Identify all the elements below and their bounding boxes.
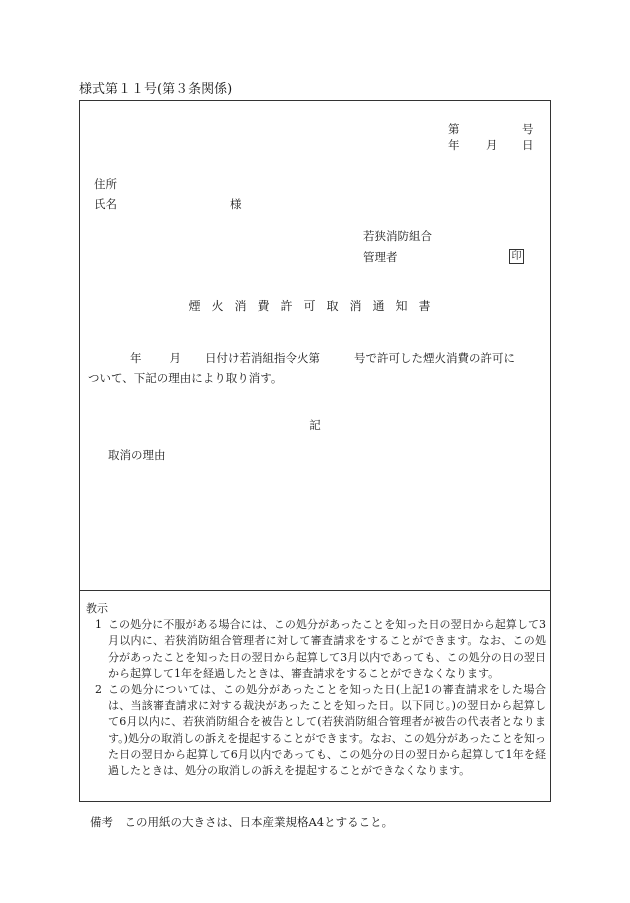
- honorific: 様: [230, 197, 242, 211]
- remarks: 備考 この用紙の大きさは、日本産業規格A4とすること。: [90, 815, 394, 829]
- notice-item-1: [86, 617, 546, 682]
- notice-item-text: この処分については、この処分があったことを知った日(上記1の審査請求をした場合は、当該審査請求に対する裁決があったことを知った日。以下同じ。)の翌日から起算して6月以内に、若狭消防組合を被告として(若狭消防組合管理者が被告の代表者となります。)処分の取消しの訴えを提起することができます。なお、この処分があったことを知った日の翌日から起算して6月以内であっても、この処分の日の翌日から起算して1年を経過したときは、処分の取消しの訴えを提起することができなくなります。: [108, 683, 546, 778]
- notice-divider: [80, 590, 550, 591]
- reason-label: 取消の理由: [108, 448, 166, 462]
- document-title: 煙火消費許可取消通知書: [188, 299, 442, 313]
- notice-item-text: この処分に不服がある場合には、この処分があったことを知った日の翌日から起算して3月以内に、若狭消防組合管理者に対して審査請求をすることができます。なお、この処分があったことを知った日の翌日から起算して3月以内であっても、この処分の日の翌日から起算して1年を経過したときは、審査請求をすることができなくなります。: [108, 618, 546, 680]
- body-month: 月: [169, 351, 181, 365]
- issuer-organization: 若狭消防組合: [363, 229, 432, 243]
- notice-item-number: 1: [95, 618, 102, 632]
- notice-heading: 教示: [86, 602, 108, 615]
- body-text-b: 号で許可した煙火消費の許可に: [354, 351, 515, 365]
- body-year: 年: [130, 351, 142, 365]
- issuer-title: 管理者: [363, 250, 398, 264]
- address-label: 住所: [94, 177, 117, 191]
- date-day: 日: [522, 138, 534, 152]
- body-text: [88, 348, 538, 388]
- notice-section: [86, 601, 546, 779]
- doc-number-suffix: 号: [522, 122, 534, 136]
- date-year: 年: [448, 138, 460, 152]
- doc-number-prefix: 第: [448, 122, 460, 136]
- form-number-label: 様式第１１号(第３条関係): [79, 82, 233, 97]
- notice-item-number: 2: [95, 683, 102, 697]
- seal-mark: 印: [509, 249, 524, 264]
- date-month: 月: [486, 138, 498, 152]
- name-label: 氏名: [94, 197, 117, 211]
- body-text-a: 日付け若消組指令火第: [205, 351, 320, 365]
- ki-marker: 記: [309, 418, 321, 432]
- body-text-c: ついて、下記の理由により取り消す。: [88, 371, 283, 385]
- notice-form: [79, 100, 551, 802]
- notice-item-2: [86, 682, 546, 779]
